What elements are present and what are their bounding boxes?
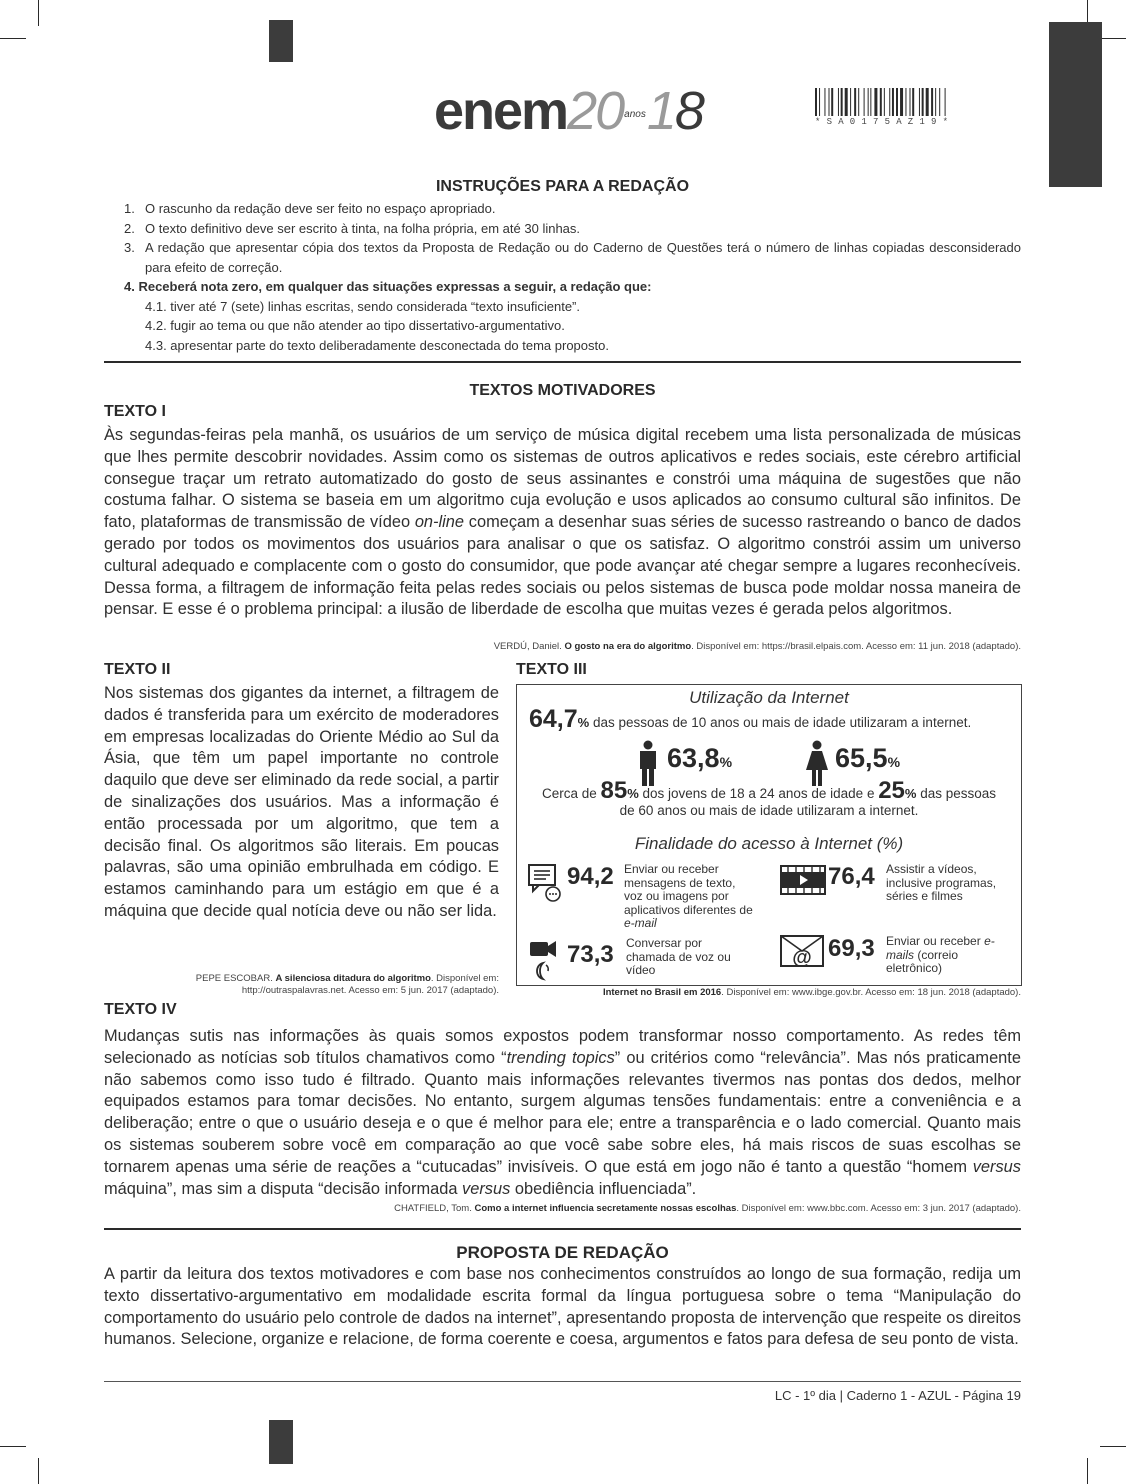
barcode-bar bbox=[896, 88, 898, 116]
texto-iv-label: TEXTO IV bbox=[104, 1001, 177, 1018]
barcode-bar bbox=[926, 88, 929, 116]
registration-block bbox=[269, 20, 293, 62]
barcode-bar bbox=[850, 88, 851, 116]
proposta-body: A partir da leitura dos textos motivadores e com base nos conhecimentos construídos ao longo de sua formação, redija um texto dissertativo-argumentativo em modalidade escrita formal da língua portuguesa sobre o tema “Manipulação do comportamento do usuário pelo controle de dados na internet”, apresentando proposta de intervenção que respeite os direitos humanos. Selecione, organize e relacione, de forma coerente e coesa, argumentos e fatos para defesa de seu ponto de vista. bbox=[104, 1265, 1021, 1349]
woman-icon bbox=[805, 740, 829, 786]
barcode-bar bbox=[884, 88, 885, 116]
svg-text:@: @ bbox=[792, 947, 812, 967]
purpose-label: Enviar ou receber mensagens de texto, voz ou imagens por aplicativos diferentes de e-mail bbox=[624, 862, 753, 930]
barcode-bar bbox=[912, 88, 914, 116]
barcode-bar bbox=[819, 88, 820, 116]
crop-mark bbox=[38, 0, 39, 26]
crop-mark bbox=[0, 38, 26, 39]
purpose-value: 69,3 bbox=[828, 935, 875, 962]
finalidade-title: Finalidade do acesso à Internet (%) bbox=[634, 834, 904, 853]
barcode-bar bbox=[868, 88, 869, 116]
crop-mark bbox=[1087, 1458, 1088, 1484]
texto-ii-label: TEXTO II bbox=[104, 661, 171, 678]
barcode-bar bbox=[815, 88, 817, 116]
instruction-item: 2. O texto definitivo deve ser escrito à tinta, na folha própria, em até 30 linhas. bbox=[124, 220, 581, 236]
crop-mark bbox=[0, 1446, 26, 1447]
male-stat: 63,8% bbox=[667, 743, 733, 773]
instruction-subitem: 4.1. tiver até 7 (sete) linhas escritas, sendo considerada “texto insuficiente”. bbox=[145, 298, 580, 314]
film-icon bbox=[780, 865, 826, 895]
crop-mark bbox=[38, 1458, 39, 1484]
barcode-bar bbox=[831, 88, 833, 116]
barcode-bar bbox=[841, 88, 843, 116]
email-icon bbox=[780, 935, 824, 967]
barcode-bar bbox=[910, 88, 911, 116]
divider bbox=[104, 1228, 1021, 1230]
texto-i-source: VERDÚ, Daniel. O gosto na era do algoritmo. Disponível em: https://brasil.elpais.com. Acesso em: 11 jun. 2018 (adaptado). bbox=[493, 641, 1021, 652]
proposta-title: PROPOSTA DE REDAÇÃO bbox=[456, 1243, 669, 1262]
crop-mark bbox=[1100, 1446, 1126, 1447]
infographic-title: Utilização da Internet bbox=[689, 688, 849, 707]
barcode bbox=[815, 88, 1022, 116]
instruction-item-4: 4. Receberá nota zero, em qualquer das situações expressas a seguir, a redação que: bbox=[124, 279, 652, 294]
instruction-item: 3. A redação que apresentar cópia dos textos da Proposta de Redação ou do Caderno de Questões terá o número de linhas copiadas desconsiderado para efeito de correção. bbox=[124, 240, 1021, 275]
barcode-bar bbox=[864, 88, 865, 116]
footer-divider bbox=[104, 1381, 1021, 1382]
texto-ii-body: Nos sistemas dos gigantes da internet, a filtragem de dados é transferida para um exército de moderadores em empresas localizadas do Oriente Médio ao Sul da Ásia, que têm um papel importante no controle daquilo que deve ser eliminado da rede social, a partir de sinalizações dos usuários. Mas a informação é então processada por um algoritmo, que tem a decisão final. Os algoritmos são literais. Em poucas palavras, são uma opinião embrulhada em código. E estamos caminhando para um estágio em que é a máquina que decide qual notícia deve ou não ser lida. bbox=[104, 684, 499, 920]
barcode-bar bbox=[892, 88, 894, 116]
barcode-bar bbox=[889, 88, 890, 116]
female-stat: 65,5% bbox=[835, 743, 901, 773]
barcode-bar bbox=[939, 88, 940, 116]
internet-usage-infographic bbox=[516, 684, 1022, 986]
barcode-bar bbox=[858, 88, 859, 116]
barcode-bar bbox=[931, 88, 933, 116]
enem-logo: enem20anos18 bbox=[434, 81, 703, 141]
purpose-label: Conversar por chamada de voz ou vídeo bbox=[626, 936, 731, 977]
video-call-icon bbox=[529, 937, 565, 981]
barcode-bar bbox=[919, 88, 920, 116]
barcode-bar bbox=[880, 88, 882, 116]
chat-icon bbox=[527, 863, 565, 903]
barcode-bar bbox=[845, 88, 848, 116]
texto-iii-source: Internet no Brasil em 2016. Disponível em: www.ibge.gov.br. Acesso em: 18 jun. 2018 (adaptado). bbox=[602, 987, 1021, 998]
side-tab-block bbox=[1049, 22, 1102, 187]
instructions-list bbox=[124, 199, 1021, 355]
barcode-bar bbox=[854, 88, 856, 116]
motivadores-title: TEXTOS MOTIVADORES bbox=[469, 382, 656, 399]
age-stat: Cerca de 85% dos jovens de 18 a 24 anos de idade e 25% das pessoas de 60 anos ou mais de idade utilizaram a internet. bbox=[541, 777, 997, 818]
texto-iv-source: CHATFIELD, Tom. Como a internet influencia secretamente nossas escolhas. Disponível em: www.bbc.com. Acesso em: 3 jun. 2017 (adaptado). bbox=[394, 1203, 1021, 1214]
texto-iii-label: TEXTO III bbox=[516, 661, 587, 678]
barcode-bar bbox=[935, 88, 936, 116]
instruction-item: 1. O rascunho da redação deve ser feito no espaço apropriado. bbox=[124, 201, 496, 216]
barcode-bar bbox=[905, 88, 906, 116]
barcode-bar bbox=[922, 88, 924, 116]
man-icon bbox=[637, 740, 659, 786]
registration-block bbox=[269, 1420, 293, 1464]
barcode-bar bbox=[874, 88, 877, 116]
instruction-subitem: 4.3. apresentar parte do texto deliberadamente desconectada do tema proposto. bbox=[145, 337, 609, 353]
instruction-subitem: 4.2. fugir ao tema ou que não atender ao tipo dissertativo-argumentativo. bbox=[145, 318, 565, 333]
purpose-label: Assistir a vídeos, inclusive programas, séries e filmes bbox=[886, 862, 997, 903]
divider bbox=[104, 361, 1021, 363]
purpose-value: 94,2 bbox=[567, 863, 614, 890]
crop-mark bbox=[1100, 38, 1126, 39]
texto-ii-source: PEPE ESCOBAR. A silenciosa ditadura do algoritmo. Disponível em: http://outraspalavras.net. Acesso em: 5 jun. 2017 (adaptado). bbox=[195, 973, 499, 996]
page-footer: LC - 1º dia | Caderno 1 - AZUL - Página 19 bbox=[774, 1388, 1021, 1403]
purpose-value: 76,4 bbox=[828, 863, 875, 890]
texto-i-body: Às segundas-feiras pela manhã, os usuários de um serviço de música digital recebem uma lista personalizada de músicas que lhes permite descobrir novidades. Assim como os sistemas de outros aplicativos e redes sociais, este cérebro artificial consegue traçar um retrato automatizado do gosto de seus assinantes e constrói uma máquina de sugestões que não costuma falhar. O sistema se baseia em um algoritmo cuja evolução e usos aplicados ao consumo cultural são infinitos. De fato, plataformas de transmissão de vídeo on-line começam a desenhar suas séries de sucesso rastreando o banco de dados gerado por todos os movimentos dos usuários para analisar o que os satisfaz. O algoritmo constrói assim um universo cultural adequado e complacente com o gosto do consumidor, que pode avançar até chegar sempre a lugares reconhecíveis. Dessa forma, a filtragem de informação feita pelas redes sociais ou pelos sistemas de busca pode moldar nossa maneira de pensar. E esse é o problema principal: a ilusão de liberdade de escolha que muitas vezes é gerada pelos algoritmos. bbox=[104, 426, 1021, 619]
barcode-text: *SA0175AZ19* bbox=[815, 117, 955, 127]
barcode-bar bbox=[829, 88, 830, 116]
barcode-bar bbox=[900, 88, 903, 116]
purpose-label: Enviar ou receber e-mails (correio eletrônico) bbox=[886, 934, 995, 975]
purpose-value: 73,3 bbox=[567, 941, 614, 968]
barcode-bar bbox=[824, 88, 825, 116]
texto-i-label: TEXTO I bbox=[104, 403, 166, 420]
texto-iv-body: Mudanças sutis nas informações às quais somos expostos podem transformar nosso comportamento. As redes têm selecionado as notícias sob títulos chamativos como “trending topics” ou critérios como “relevância”. Mas nós praticamente não sabemos como isso tudo é filtrado. Quanto mais informações relevantes tivermos nas pontas dos dedos, melhor equipados estamos para tomar decisões. No entanto, surgem algumas tensões fundamentais: entre a conveniência e a deliberação; entre o que o usuário deseja e o que é melhor para ele; entre a transparência e o lado comercial. Quanto mais os sistemas souberem sobre você em comparação ao que você sabe sobre eles, há mais riscos de suas escolhas se tornarem apenas uma série de reações a “cutucadas” invisíveis. O que está em jogo não é tanto a questão “homem versus máquina”, mas sim a disputa “decisão informada versus obediência influenciada”. bbox=[104, 1027, 1021, 1198]
barcode-bar bbox=[870, 88, 871, 116]
main-stat: 64,7% das pessoas de 10 anos ou mais de idade utilizaram a internet. bbox=[529, 705, 972, 733]
barcode-bar bbox=[838, 88, 839, 116]
barcode-bar bbox=[945, 88, 946, 116]
instructions-title: INSTRUÇÕES PARA A REDAÇÃO bbox=[435, 178, 690, 195]
